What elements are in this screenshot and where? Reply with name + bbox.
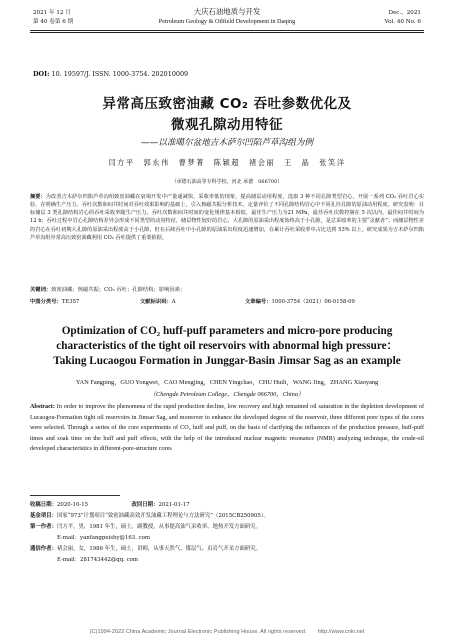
affiliation-cn: （承德石油高等专科学校，河北 承德 066700） xyxy=(171,179,283,185)
keywords-cn xyxy=(30,285,185,293)
authors-en: YAN Fangping，GUO Yongwei，CAO Mengjing，CHEN Yingchao，CHU Huili，WANG Jing，ZHANG Xiaoyang xyxy=(75,379,379,386)
copyright-footer: (C)1994-2022 China Academic Journal Electronic Publishing House. All rights reserved. http://www.cnki.net xyxy=(89,629,365,635)
clc-code xyxy=(30,297,79,305)
header-rule-2 xyxy=(30,32,424,33)
abstract-en-text: In order to improve the phenomena of the rapid production decline, low recovery and high remained oil saturation in the depletion development of Lucaogou-Formation tight oil reservoirs in Jimsar Sag, and moreover to enhance the developed degree of the reservoir, three different pore types of the cores were selected. Through a series of the core experiments of CO₂ huff and puff, on the basis of clarifying the influences of the production pressure, huff-puff times and soak time on the huff and puff effects, with the help of the introduced nuclear magnetic resonance (NMR) analyzing technique, the crude-oil developed characteristics in different-pore-structure cores xyxy=(30,404,424,453)
fund-label: 基金项目： xyxy=(30,513,57,519)
abstract-cn-text: 为改善吉木萨尔凹陷芦草沟组致密油藏在衰竭开发中产量递减快、采收率低的现象，提高储层动用程度，选取 3 种不同孔隙类型岩心，开展一系列 CO₂ 吞吐岩心实验，在明确生产压力、吞吐次数和闷井时间对吞吐效果影响的基础上，引入核磁共振分析技术，定量评价了不同孔隙结构岩心中不同孔径孔隙的原油动用程度。研究表明：目标储层 3 类孔隙结构岩心的吞吐采收率随生产压力、吞吐次数和闷井时间的变化规律基本相似，最佳生产压力为21 MPa，最佳吞吐次数控制在 5 次以内，最佳闷井时间为 12 h；吞吐过程中岩心孔隙结构差异会形成不同类型的动用特征，储层物性较好的岩心，大孔隙的原油采出程度始终高于小孔隙，是总采收率的主要“贡献者”；而储层物性差的岩心在吞吐初期大孔隙的原油采出程度高于小孔隙，但在后续吞吐中小孔隙的原油采出程度迅速增加，在累计吞吐采收率中占比达到 53% 以上。研究成果为吉木萨尔凹陷芦草沟组异常高压致密油藏利用 CO₂ 吞吐提供了重要依据。 xyxy=(30,194,425,241)
id-label: 文章编号： xyxy=(245,299,272,305)
title-en-line2: characteristics of the tight oil reservoirs with abnormal high pressure： xyxy=(56,340,398,352)
id-value: 1000-3754（2021）06-0158-09 xyxy=(271,299,355,305)
footnote-corr-author xyxy=(30,544,261,552)
authors-cn: 闫方平 郭永伟 曹梦菁 陈颖超 褚会丽 王 晶 张笑洋 xyxy=(108,158,346,167)
abstract-cn-label: 摘要： xyxy=(30,194,46,200)
fund-value: 国家“973”计划项目“致密油藏高效开发油藏工程理论与方法研究”（2015CB250905）。 xyxy=(56,513,269,519)
doi-line xyxy=(33,70,188,78)
title-cn-line1: 异常高压致密油藏 CO₂ 吞吐参数优化及 xyxy=(102,96,352,112)
footnote-first-author xyxy=(30,522,261,530)
revised-label: 改回日期： xyxy=(131,502,159,508)
doc-value: A xyxy=(171,299,176,305)
header-date-en: Dec.，2021 xyxy=(388,10,421,16)
affiliation-en: （Chengde Petroleum College，Chengde 066700，China） xyxy=(149,391,305,398)
title-en-line3: Taking Lucaogou Formation in Junggar-Basin Jimsar Sag as an example xyxy=(53,355,401,367)
article-id xyxy=(245,297,355,305)
header-volume: 第 40 卷第 6 期 xyxy=(33,19,74,25)
abstract-en-label: Abstract: xyxy=(30,404,55,410)
title-en-line1: Optimization of CO₂ huff-puff parameters and micro-pore producing xyxy=(61,325,393,337)
journal-name-en: Petroleum Geology & Oilfield Development in Daqing xyxy=(158,18,296,25)
corr-author-label: 通信作者： xyxy=(30,546,57,552)
clc-value: TE357 xyxy=(61,299,80,305)
first-author-email: E-mail：yanfangpeishy@163. com xyxy=(57,535,151,541)
corr-author-value: 褚会丽，女，1986 年生，硕士，讲师，从事天然气、煤层气、页岩气开采方面研究。 xyxy=(56,546,262,552)
doc-code xyxy=(140,297,176,305)
first-author-label: 第一作者： xyxy=(30,524,57,530)
header-date: 2021 年 12 月 xyxy=(33,10,71,16)
footnote-rule xyxy=(30,495,120,496)
footnote-dates xyxy=(30,500,190,508)
header-rule xyxy=(30,30,424,31)
received-value: 2020-10-15 xyxy=(56,502,89,508)
keywords-cn-text: 致密油藏；核磁共振；CO₂ 吞吐；孔隙结构；影响因素； xyxy=(51,287,186,293)
title-cn-line2: 微观孔隙动用特征 xyxy=(171,117,283,133)
abstract-en xyxy=(30,402,424,455)
footnote-fund xyxy=(30,511,269,519)
doi-value: 10. 19597/J. ISSN. 1000-3754. 202010009 xyxy=(51,70,189,78)
doi-label: DOI: xyxy=(33,70,50,78)
revised-value: 2021-01-17 xyxy=(158,502,190,508)
clc-label: 中图分类号： xyxy=(30,299,62,305)
keywords-cn-label: 关键词： xyxy=(30,287,52,293)
journal-name-cn: 大庆石油地质与开发 xyxy=(193,7,261,16)
doc-label: 文献标识码： xyxy=(140,299,172,305)
running-header xyxy=(0,6,454,58)
header-volume-en: Vol. 40 No. 6 xyxy=(384,19,421,25)
received-label: 收稿日期： xyxy=(30,502,57,508)
abstract-cn xyxy=(30,193,424,242)
subtitle-cn: ——以准噶尔盆地吉木萨尔凹陷芦草沟组为例 xyxy=(141,138,313,148)
title-en xyxy=(20,324,434,369)
first-author-value: 闫方平，男，1981 年生，硕士，副教授，从事提高油气采收率、地热开发方面研究。 xyxy=(56,524,262,530)
corr-author-email: E-mail：281743442@qq. com xyxy=(57,557,138,563)
